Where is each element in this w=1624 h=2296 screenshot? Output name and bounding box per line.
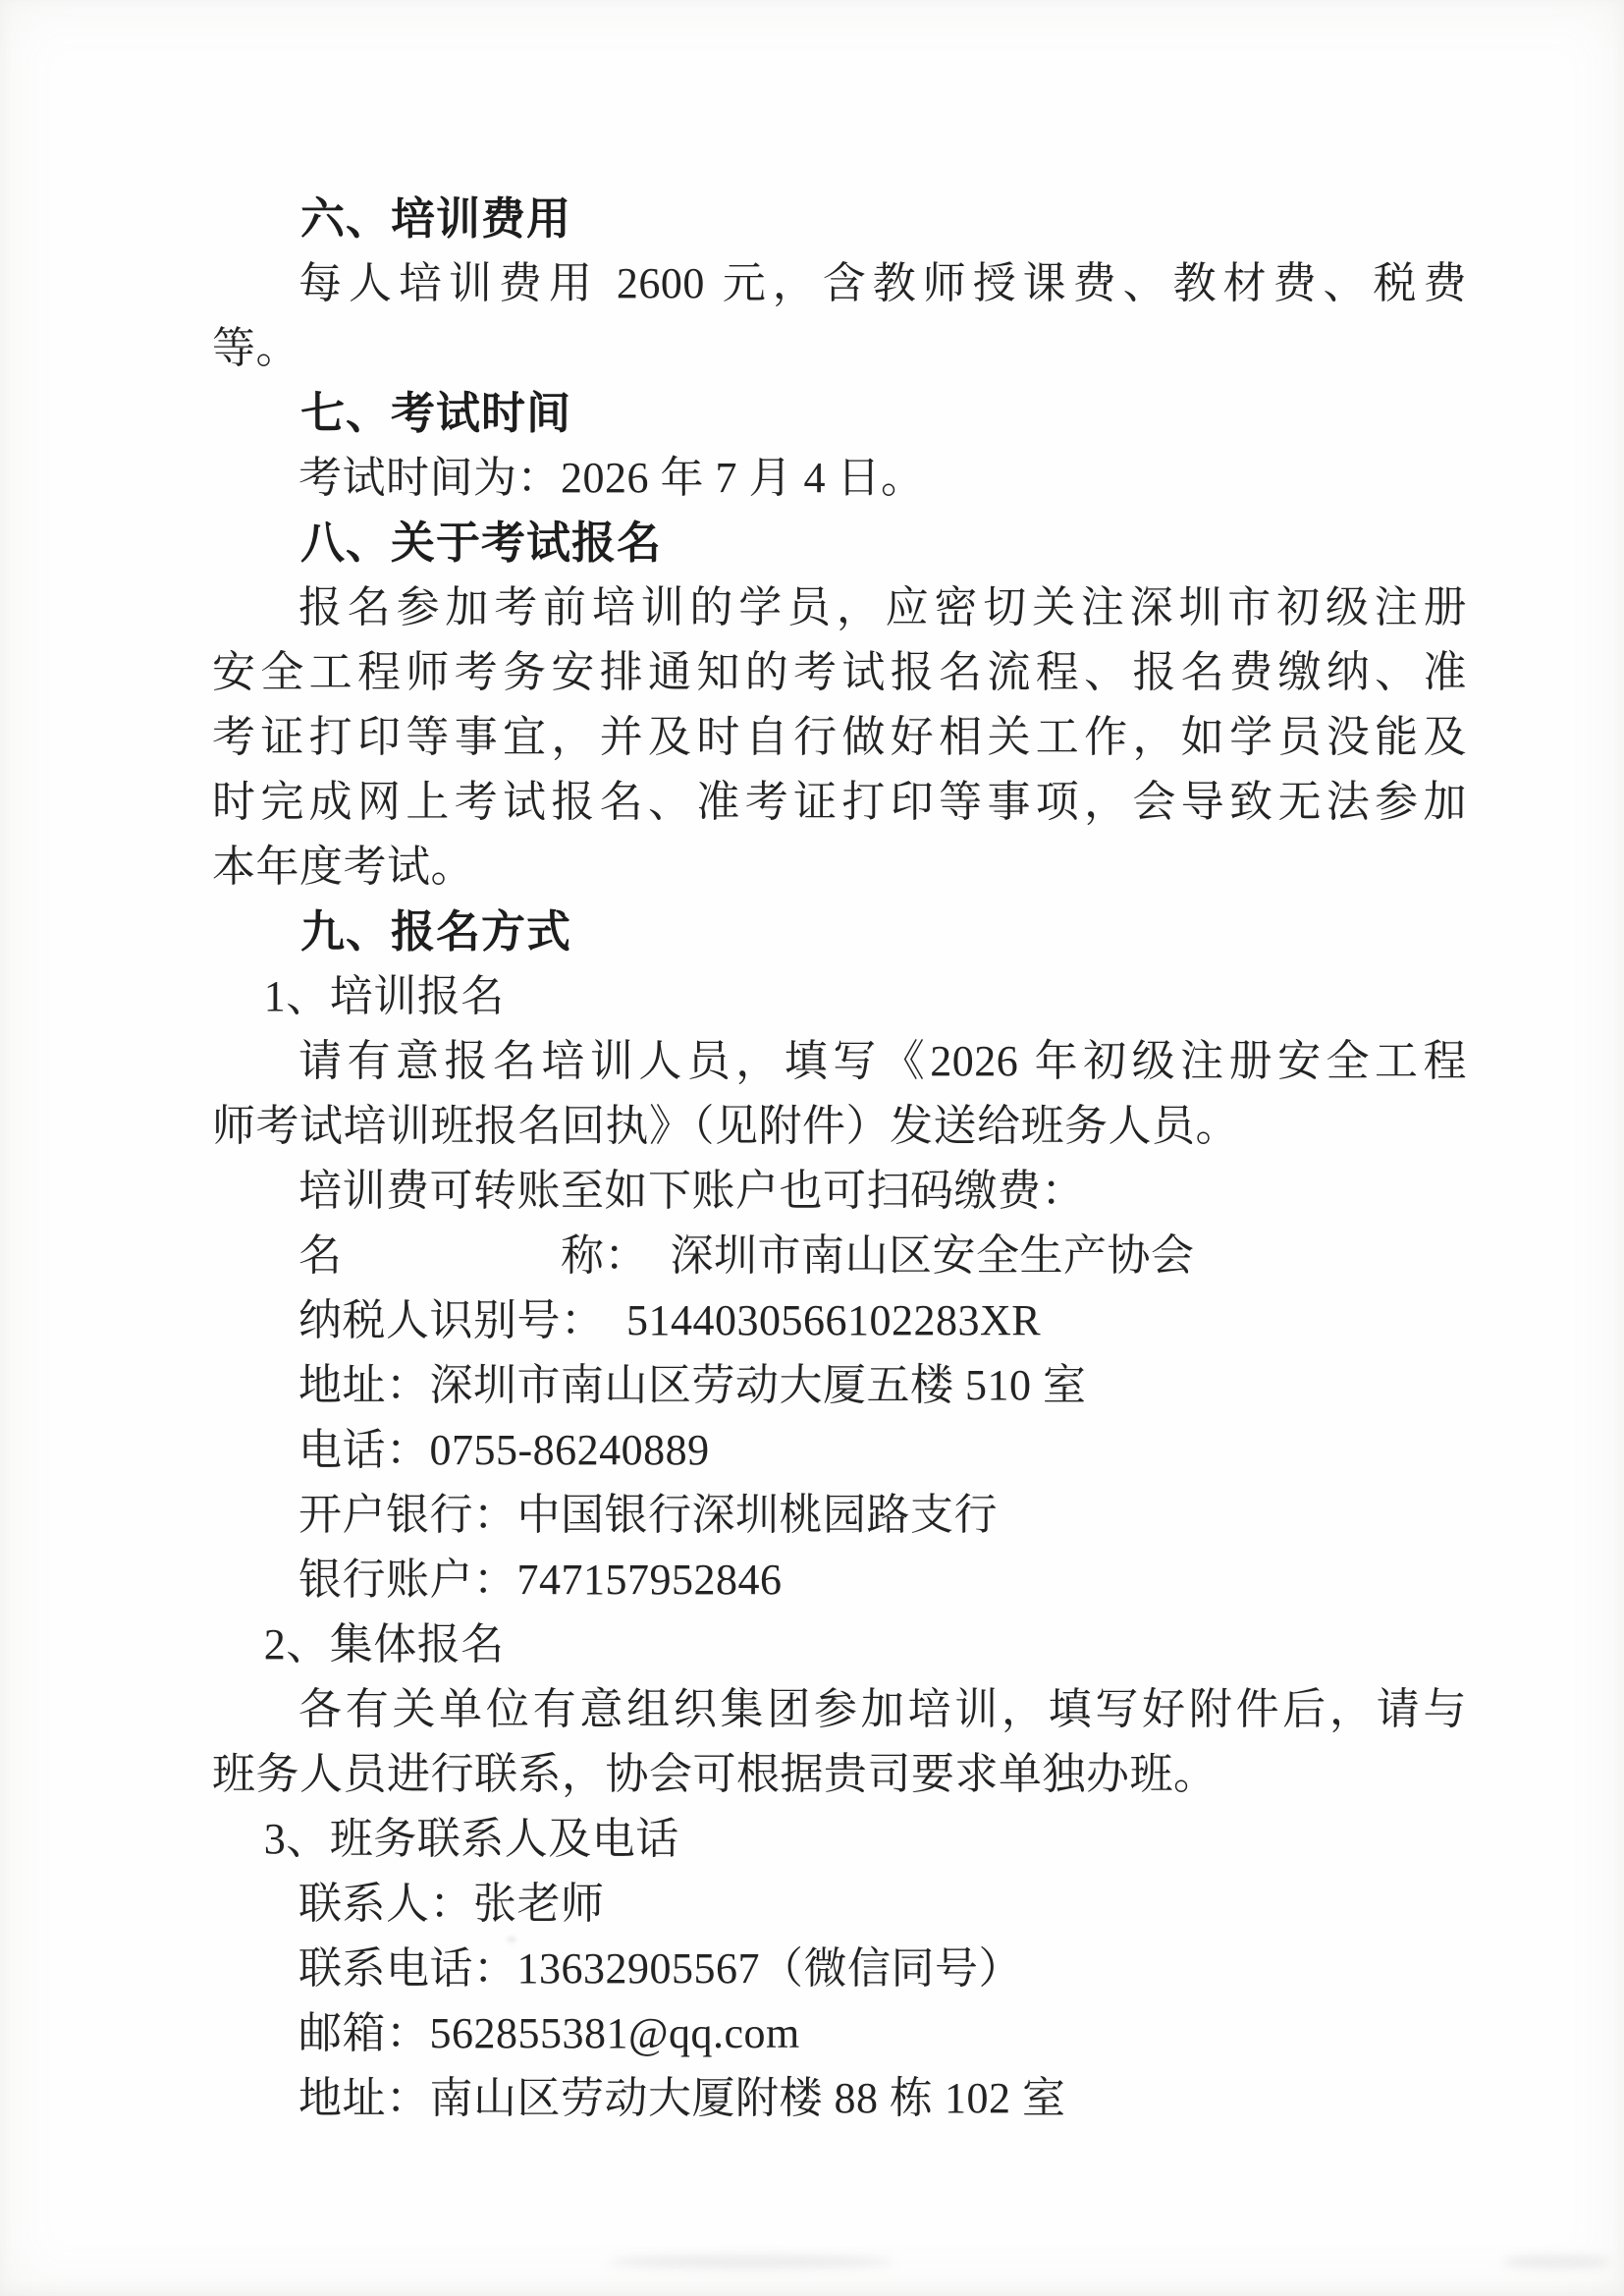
paragraph-line: 时完成网上考试报名、准考证打印等事项，会导致无法参加 — [212, 778, 1467, 826]
section-heading-exam-time: 七、考试时间 — [300, 388, 572, 438]
account-name-line: 名 称： 深圳市南山区安全生产协会 — [298, 1231, 1195, 1280]
document-body — [212, 187, 1467, 2131]
account-address-line: 地址：深圳市南山区劳动大厦五楼 510 室 — [298, 1361, 1087, 1409]
paragraph-line: 师考试培训班报名回执》（见附件）发送给班务人员。 — [212, 1102, 1239, 1150]
section-heading-training-fee: 六、培训费用 — [300, 193, 572, 244]
paragraph-line: 考证打印等事宜，并及时自行做好相关工作，如学员没能及 — [212, 713, 1467, 761]
bank-name-line: 开户银行：中国银行深圳桃园路支行 — [298, 1491, 998, 1539]
paragraph-line: 每人培训费用 2600 元，含教师授课费、教材费、税费 — [298, 259, 1467, 307]
numbered-item-training-signup: 1、培训报名 — [263, 972, 505, 1020]
contact-email-line: 邮箱：562855381@qq.com — [298, 2009, 800, 2057]
contact-phone-line: 联系电话：13632905567（微信同号） — [298, 1944, 1022, 1993]
contact-person-line: 联系人：张老师 — [298, 1880, 605, 1928]
paragraph-line: 本年度考试。 — [212, 843, 474, 891]
scan-artifact — [609, 2255, 893, 2269]
paragraph-line: 各有关单位有意组织集团参加培训，填写好附件后，请与 — [298, 1685, 1467, 1733]
contact-address-line: 地址：南山区劳动大厦附楼 88 栋 102 室 — [298, 2074, 1066, 2122]
paragraph-line: 班务人员进行联系，协会可根据贵司要求单独办班。 — [212, 1750, 1218, 1798]
taxpayer-id-line: 纳税人识别号： 5144030566102283XR — [298, 1296, 1042, 1344]
paragraph-line: 安全工程师考务安排通知的考试报名流程、报名费缴纳、准 — [212, 648, 1467, 696]
account-phone-line: 电话：0755-86240889 — [298, 1426, 710, 1474]
section-heading-exam-registration: 八、关于考试报名 — [300, 518, 663, 568]
paragraph-line: 请有意报名培训人员，填写《2026 年初级注册安全工程 — [298, 1037, 1467, 1085]
exam-date-line: 考试时间为：2026 年 7 月 4 日。 — [298, 454, 925, 502]
bank-account-line: 银行账户：747157952846 — [298, 1556, 783, 1604]
scan-artifact — [507, 1937, 516, 1942]
paragraph-line: 报名参加考前培训的学员，应密切关注深圳市初级注册 — [298, 583, 1467, 631]
section-heading-signup-method: 九、报名方式 — [300, 906, 572, 957]
payment-instruction-line: 培训费可转账至如下账户也可扫码缴费： — [298, 1167, 1085, 1215]
numbered-item-group-signup: 2、集体报名 — [263, 1620, 505, 1668]
paragraph-line: 等。 — [212, 324, 299, 372]
scan-artifact — [1502, 2255, 1610, 2269]
numbered-item-contact: 3、班务联系人及电话 — [263, 1815, 679, 1863]
